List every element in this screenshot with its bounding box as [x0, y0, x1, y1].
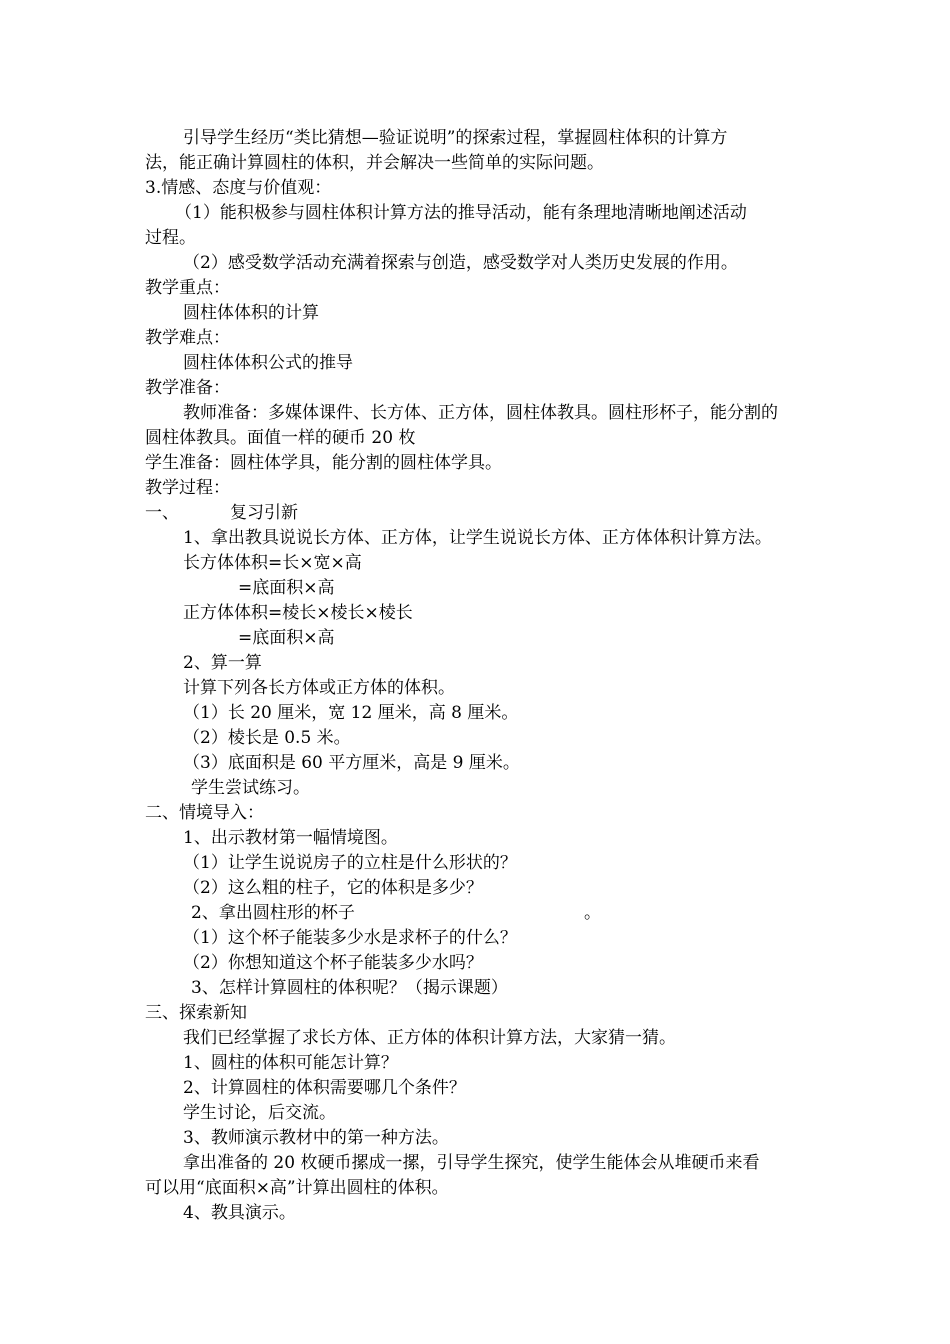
- part2-question-3: （1）这个杯子能装多少水是求杯子的什么？: [183, 928, 517, 948]
- part3-intro: 我们已经掌握了求长方体、正方体的体积计算方法，大家猜一猜。: [183, 1028, 676, 1048]
- part2-question-2: （2）这么粗的柱子，它的体积是多少？: [183, 878, 483, 898]
- emotion-item-1-line-1: （1）能积极参与圆柱体积计算方法的推导活动，能有条理地清晰地阐述活动: [175, 203, 747, 223]
- part3-question-1: 1、圆柱的体积可能怎计算？: [183, 1053, 398, 1073]
- part1-title: 复习引新: [230, 503, 298, 523]
- part3-item-4: 4、教具演示。: [183, 1203, 296, 1223]
- difficulty-label: 教学难点：: [145, 328, 230, 348]
- cube-formula-2: =底面积×高: [238, 628, 335, 648]
- key-point-label: 教学重点：: [145, 278, 230, 298]
- part3-question-2: 2、计算圆柱的体积需要哪几个条件？: [183, 1078, 466, 1098]
- coins-line-1: 拿出准备的 20 枚硬币摞成一摞，引导学生探究，使学生能体会从堆硬币来看: [183, 1153, 760, 1173]
- difficulty-text: 圆柱体体积公式的推导: [183, 353, 353, 373]
- part1-question-3: （3）底面积是 60 平方厘米，高是 9 厘米。: [183, 753, 520, 773]
- part2-item-2-mark: 。: [584, 903, 601, 923]
- cube-formula: 正方体体积=棱长×棱长×棱长: [183, 603, 413, 623]
- part3-discuss: 学生讨论，后交流。: [183, 1103, 336, 1123]
- part2-question-4: （2）你想知道这个杯子能装多少水吗？: [183, 953, 483, 973]
- part2-question-1: （1）让学生说说房子的立柱是什么形状的？: [183, 853, 517, 873]
- student-prep: 学生准备：圆柱体学具，能分割的圆柱体学具。: [145, 453, 502, 473]
- part1-number: 一、: [145, 503, 179, 523]
- part1-item-1: 1、拿出教具说说长方体、正方体，让学生说说长方体、正方体体积计算方法。: [183, 528, 772, 548]
- teacher-prep-line-1: 教师准备：多媒体课件、长方体、正方体，圆柱体教具。圆柱形杯子，能分割的: [183, 403, 778, 423]
- preparation-label: 教学准备：: [145, 378, 230, 398]
- key-point-text: 圆柱体体积的计算: [183, 303, 319, 323]
- cuboid-formula: 长方体体积=长×宽×高: [183, 553, 362, 573]
- emotion-heading: 3.情感、态度与价值观：: [145, 178, 332, 198]
- process-objective-line-2: 法，能正确计算圆柱的体积，并会解决一些简单的实际问题。: [145, 153, 604, 173]
- part1-item-2: 2、算一算: [183, 653, 262, 673]
- part1-question-1: （1）长 20 厘米，宽 12 厘米，高 8 厘米。: [183, 703, 519, 723]
- cuboid-formula-2: =底面积×高: [238, 578, 335, 598]
- process-label: 教学过程：: [145, 478, 230, 498]
- part2-item-1: 1、出示教材第一幅情境图。: [183, 828, 398, 848]
- part1-practice: 学生尝试练习。: [191, 778, 310, 798]
- emotion-item-1-line-2: 过程。: [145, 228, 196, 248]
- part1-item-2-intro: 计算下列各长方体或正方体的体积。: [183, 678, 455, 698]
- part1-question-2: （2）棱长是 0.5 米。: [183, 728, 351, 748]
- teacher-prep-line-2: 圆柱体教具。面值一样的硬币 20 枚: [145, 428, 416, 448]
- part2-item-2: 2、拿出圆柱形的杯子: [191, 903, 355, 923]
- process-objective-line-1: 引导学生经历“类比猜想—验证说明”的探索过程，掌握圆柱体积的计算方: [183, 128, 728, 148]
- part3-title: 三、探索新知: [145, 1003, 247, 1023]
- part2-item-3: 3、怎样计算圆柱的体积呢？（揭示课题）: [191, 978, 508, 998]
- part3-item-3: 3、教师演示教材中的第一种方法。: [183, 1128, 449, 1148]
- emotion-item-2: （2）感受数学活动充满着探索与创造，感受数学对人类历史发展的作用。: [183, 253, 738, 273]
- part2-title: 二、情境导入：: [145, 803, 264, 823]
- coins-line-2: 可以用“底面积×高”计算出圆柱的体积。: [145, 1178, 449, 1198]
